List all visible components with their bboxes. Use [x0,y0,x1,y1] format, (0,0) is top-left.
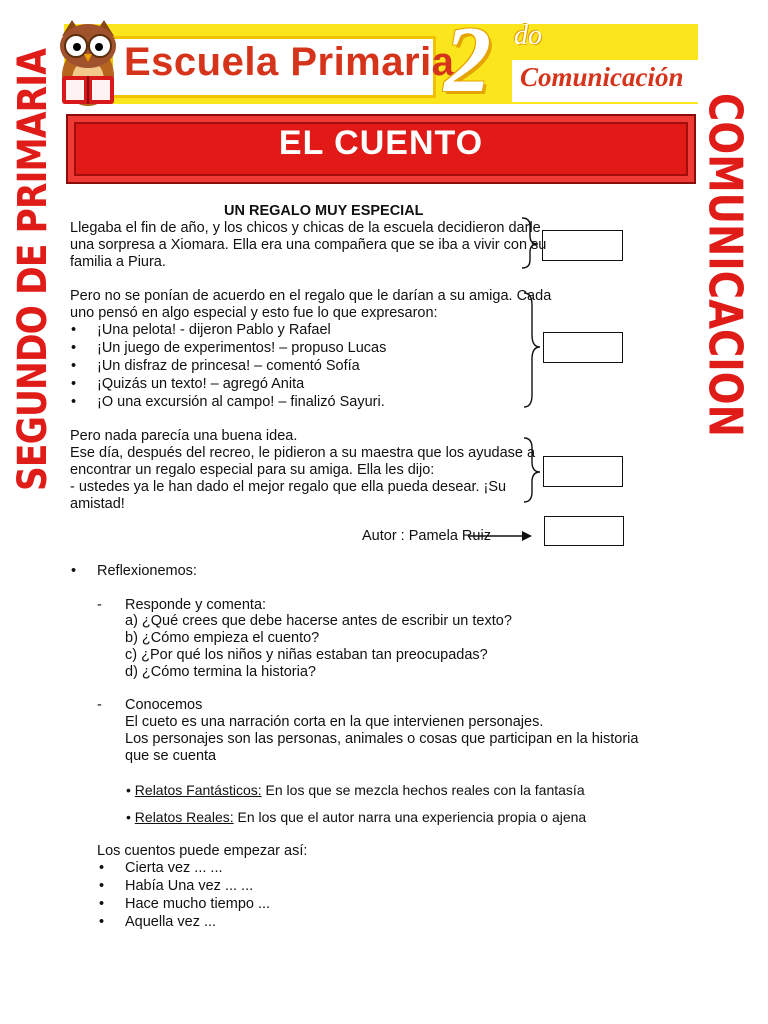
know-label: - Conocemos [125,697,202,714]
story-p3-line2: Ese día, después del recreo, le pidieron a su maestra que los ayudase a [70,445,536,461]
side-title-right-text: COMUNICACION [699,93,754,437]
story-type-term: Relatos Reales: [134,809,234,825]
story-p1-line2: una sorpresa a Xiomara. Ella era una compañera que se iba a vivir con su [70,237,547,253]
brace-icon [522,218,538,268]
question-item: d) ¿Cómo termina la historia? [125,664,316,680]
story-type-term: Relatos Fantásticos: [134,782,262,798]
list-item: • ¡Un disfraz de princesa! – comentó Sofía [97,358,360,375]
know-text-line: que se cuenta [125,748,217,764]
grade-suffix: do [514,20,542,51]
side-title-left-text: SEGUNDO DE PRIMARIA [10,49,57,491]
grade-number: 2 [444,8,491,112]
story-heading: UN REGALO MUY ESPECIAL [224,203,424,219]
arrow-head-icon [522,531,532,541]
story-type-desc: En los que el autor narra una experiencia propia o ajena [233,809,587,825]
school-title: Escuela Primaria [124,40,455,84]
question-item: a) ¿Qué crees que debe hacerse antes de escribir un texto? [125,613,512,629]
story-p3-line1: Pero nada parecía una buena idea. [70,428,298,444]
reflect-label: • Reflexionemos: [97,563,197,580]
question-item: b) ¿Cómo empieza el cuento? [125,630,320,646]
list-item: • ¡Una pelota! - dijeron Pablo y Rafael [97,322,331,339]
brace-icon [524,438,540,502]
respond-label: - Responde y comenta: [125,597,266,614]
story-author: Autor : Pamela Ruiz [362,528,491,544]
know-text-line: El cueto es una narración corta en la que intervienen personajes. [125,714,544,730]
story-p3-line5: amistad! [70,496,125,512]
list-item: • ¡Quizás un texto! – agregó Anita [97,376,304,393]
list-item: • Aquella vez ... [125,914,216,931]
story-p1-line1: Llegaba el fin de año, y los chicos y chicas de la escuela decidieron darle [70,220,541,236]
story-type-desc: En los que se mezcla hechos reales con la fantasía [261,782,585,798]
list-item: • ¡O una excursión al campo! – finalizó Sayuri. [97,394,385,411]
list-item: • ¡Un juego de experimentos! – propuso Lucas [97,340,386,357]
story-p3-line4: - ustedes ya le han dado el mejor regalo que ella pueda desear. ¡Su [70,479,507,495]
question-item: c) ¿Por qué los niños y niñas estaban tan preocupadas? [125,647,488,663]
list-item: • Hace mucho tiempo ... [125,896,270,913]
story-p3-line3: encontrar un regalo especial para su amiga. Ella les dijo: [70,462,435,478]
bullet-icon: • [126,782,131,798]
bullet-icon: • [126,809,131,825]
starts-label: Los cuentos puede empezar así: [97,843,308,859]
page-title: EL CUENTO [278,124,484,162]
know-text-line: Los personajes son las personas, animales o cosas que participan en la historia [125,731,639,747]
brace-icon [524,293,540,407]
story-p2-line1: Pero no se ponían de acuerdo en el regalo que le darían a su amiga. Cada [70,288,552,304]
list-item: • Cierta vez ... ... [125,860,223,877]
story-type-item [126,809,586,826]
story-type-item [126,782,585,799]
story-p2-line2: uno pensó en algo especial y esto fue lo que expresaron: [70,305,438,321]
subject-title: Comunicación [520,62,684,92]
story-p1-line3: familia a Piura. [70,254,166,270]
list-item: • Había Una vez ... ... [125,878,253,895]
